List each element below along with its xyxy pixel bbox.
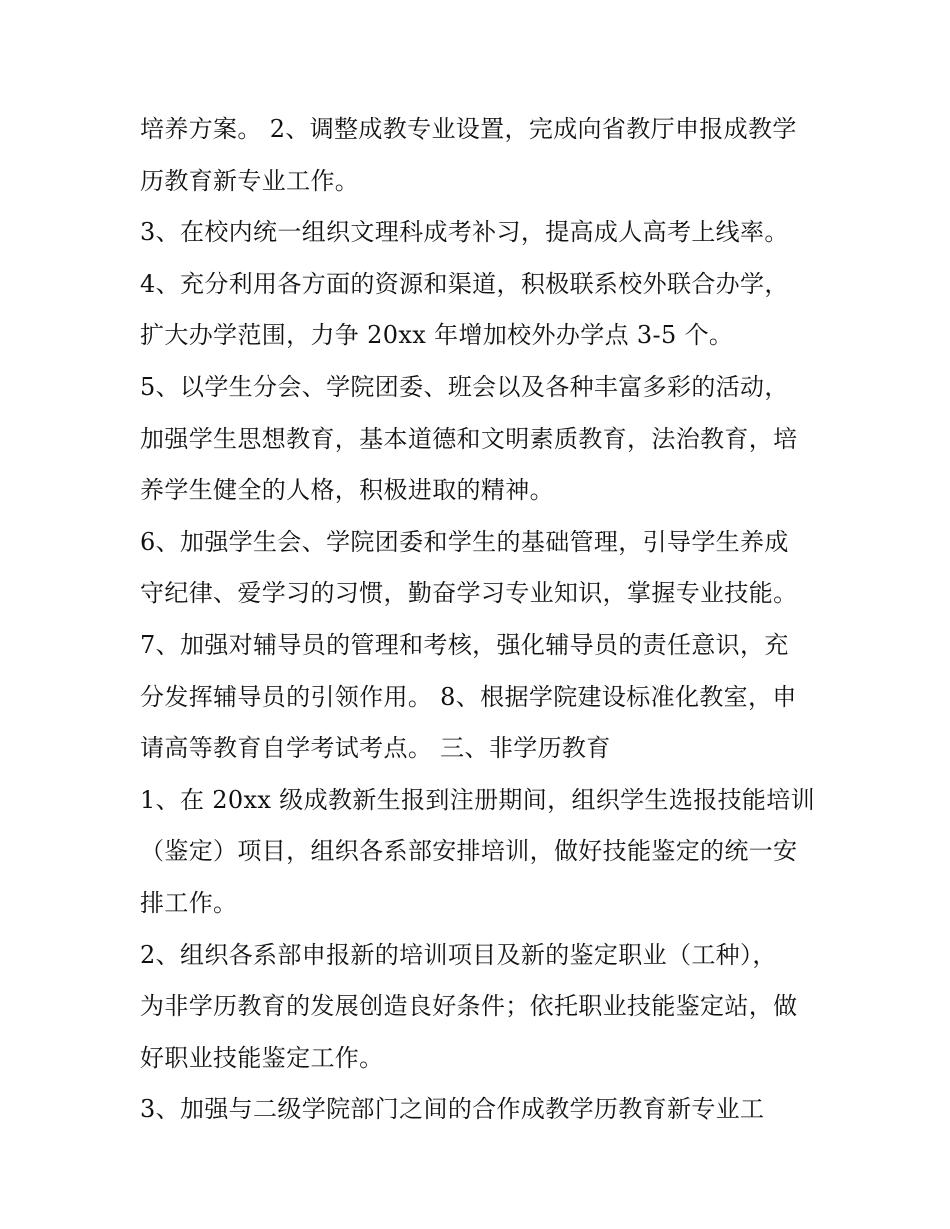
text-line: 培养方案。 2、调整成教专业设置，完成向省教厅申报成教学 — [140, 115, 797, 143]
text-line: 历教育新专业工作。 — [140, 166, 360, 195]
text-line: 扩大办学范围，力争 20xx 年增加校外办学点 3-5 个。 — [140, 321, 734, 350]
text-line: 守纪律、爱学习的习惯，勤奋学习专业知识，掌握专业技能。 — [140, 579, 798, 608]
text-line: 好职业技能鉴定工作。 — [140, 1043, 384, 1072]
text-line: （鉴定）项目，组织各系部安排培训，做好技能鉴定的统一安 — [140, 837, 798, 866]
text-line: 5、以学生分会、学院团委、班会以及各种丰富多彩的活动， — [140, 372, 789, 401]
text-line: 1、在 20xx 级成教新生报到注册期间，组织学生选报技能培训 — [140, 785, 815, 814]
text-line: 分发挥辅导员的引领作用。 8、根据学院建设标准化教室，申 — [140, 682, 797, 711]
text-line: 排工作。 — [140, 888, 238, 917]
text-line: 加强学生思想教育，基本道德和文明素质教育，法治教育，培 — [140, 424, 798, 453]
text-line: 请高等教育自学考试考点。 三、非学历教育 — [140, 734, 611, 763]
text-line: 为非学历教育的发展创造良好条件；依托职业技能鉴定站，做 — [140, 992, 798, 1021]
text-line: 养学生健全的人格，积极进取的精神。 — [140, 476, 554, 505]
text-line: 7、加强对辅导员的管理和考核，强化辅导员的责任意识，充 — [140, 630, 789, 659]
text-line: 3、在校内统一组织文理科成考补习，提高成人高考上线率。 — [140, 218, 789, 247]
text-line: 3、加强与二级学院部门之间的合作成教学历教育新专业工 — [140, 1095, 765, 1124]
text-line: 6、加强学生会、学院团委和学生的基础管理，引导学生养成 — [140, 527, 789, 556]
document-body — [140, 104, 840, 1136]
text-line: 4、充分利用各方面的资源和渠道，积极联系校外联合办学， — [140, 269, 789, 298]
text-line: 2、组织各系部申报新的培训项目及新的鉴定职业（工种）， — [140, 940, 777, 969]
